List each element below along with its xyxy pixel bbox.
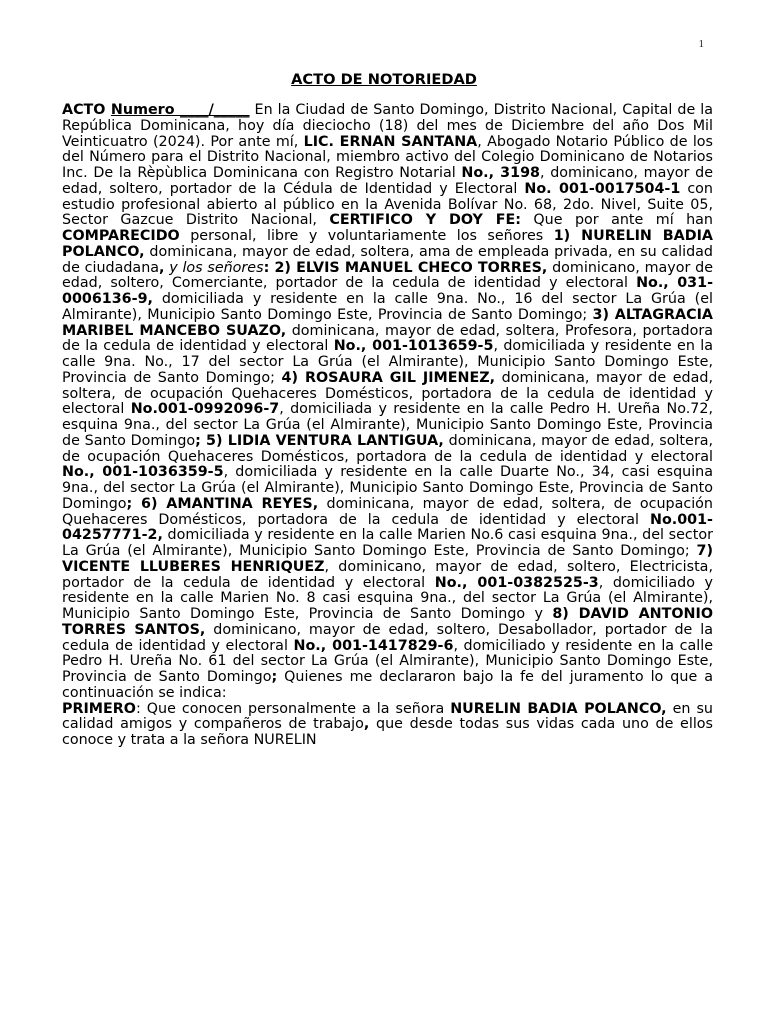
text-run: con estudio profesional abierto al público en la Avenida Bolívar No. 68, 2do. Nivel, Suite 05, Sector Gazcue Distrito Nacional, xyxy=(62,180,713,229)
text-run: Quienes me declararon bajo la fe del juramento lo que a continuación se indica: xyxy=(62,669,714,701)
text-run: , domiciliada y residente en la calle 9na. No., 17 del sector La Grúa (el Almirante), Municipio Santo Domingo Este, Provincia de Santo Domingo; xyxy=(62,338,713,386)
text-run: PRIMERO xyxy=(62,700,136,717)
text-run: Numero ____/_____ xyxy=(110,102,250,118)
text-run: No., 001-0382525-3 xyxy=(434,574,599,591)
text-run: que desde todas sus vidas cada uno de ellos conoce y trata a la señora NURELIN xyxy=(62,716,713,748)
text-run: 7) VICENTE LLUBERES HENRIQUEZ xyxy=(62,543,713,575)
text-run: En la Ciudad de Santo Domingo, Distrito Nacional, Capital de la República Dominicana, hoy día dieciocho (18) del mes de Diciembre del año Dos Mil Veinticuatro (2024). Por ante mí, xyxy=(62,102,713,150)
text-run: , dominicano, mayor de edad, soltero, Electricista, portador de la cedula de identidad y electoral xyxy=(62,558,713,591)
text-run: No.001-0992096-7 xyxy=(130,401,280,418)
text-run: LIC. ERNAN SANTANA xyxy=(303,133,478,150)
text-run: ; xyxy=(271,669,278,685)
text-run: CERTIFICO Y DOY FE: xyxy=(329,212,521,229)
document-title: ACTO DE NOTORIEDAD xyxy=(291,71,477,88)
text-run: ; 6) AMANTINA REYES, xyxy=(126,495,319,512)
text-run: , xyxy=(159,259,165,276)
text-run: No., 001-1013659-5 xyxy=(333,338,494,355)
text-run: , domiciliada y residente en la calle Pedro H. Ureña No.72, esquina 9na., del sector La Grúa (el Almirante), Municipio Santo Domingo Este, Provincia de Santo Domingo xyxy=(62,401,713,449)
text-run: dominicana, mayor de edad, soltera, de ocupación Quehaceres Domésticos, portadora de la cedula de identidad y electoral xyxy=(62,432,713,465)
text-run: dominicana, mayor de edad, soltera, ama de empleada privada, en su calidad de ciudadana xyxy=(62,243,713,276)
text-run: No., 001-1417829-6 xyxy=(293,637,454,654)
text-run: COMPARECIDO xyxy=(62,228,180,244)
document-body xyxy=(62,103,713,749)
text-run: Que por ante mí han xyxy=(520,212,713,229)
text-run: dominicana, mayor de edad, soltera, de ocupación Quehaceres Domésticos, portadora de la cedula de identidad y electoral xyxy=(62,495,713,528)
text-run: No.001-04257771-2, xyxy=(62,511,713,544)
page-number: 1 xyxy=(698,38,704,50)
text-run: y los señores xyxy=(164,259,264,276)
text-run: ; 5) LIDIA VENTURA LANTIGUA, xyxy=(195,432,444,449)
text-run: No., 001-1036359-5 xyxy=(62,464,224,481)
text-run: 8) DAVID ANTONIO TORRES SANTOS, xyxy=(62,606,713,638)
text-run: No., 3198 xyxy=(461,165,540,181)
text-run: en su calidad amigos y compañeros de trabajo xyxy=(62,700,713,733)
text-run: dominicana, mayor de edad, soltera, de ocupación Quehaceres Domésticos, portadora de la cedula de identidad y electoral xyxy=(62,369,713,418)
text-run: domiciliada y residente en la calle Marien No.6 casi esquina 9na., del sector La Grúa (el Almirante), Municipio Santo Domingo Este, Provincia de Santo Domingo; xyxy=(62,527,713,559)
text-run: 4) ROSAURA GIL JIMENEZ, xyxy=(281,369,496,386)
text-run: : 2) ELVIS MANUEL CHECO TORRES, xyxy=(263,259,548,276)
text-run: dominicano, mayor de edad, soltero, Comerciante, portador de la cedula de identidad y electoral xyxy=(62,259,713,292)
text-run: No. 001-0017504-1 xyxy=(524,180,681,197)
paragraph xyxy=(62,702,713,749)
text-run: dominicana, mayor de edad, soltera, Profesora, portadora de la cedula de identidad y electoral xyxy=(62,322,713,355)
text-run: , domiciliada y residente en la calle Duarte No., 34, casi esquina 9na., del sector La Grúa (el Almirante), Municipio Santo Domingo Este, Provincia de Santo Domingo xyxy=(62,464,713,512)
text-run: personal, libre y voluntariamente los señores xyxy=(179,228,554,244)
text-run: No., 031-0006136-9, xyxy=(62,275,714,307)
text-run: ACTO xyxy=(62,102,111,118)
text-run: 1) NURELIN BADIA POLANCO, xyxy=(62,228,713,260)
text-run: NURELIN BADIA POLANCO, xyxy=(450,700,667,717)
paragraph xyxy=(62,103,713,702)
text-run: , domiciliado y residente en la calle Marien No. 8 casi esquina 9na., del sector La Grúa (el Almirante), Municipio Santo Domingo Este, Provincia de Santo Domingo y xyxy=(62,574,713,622)
text-run: : Que conocen personalmente a la señora xyxy=(135,700,451,717)
text-run: , domiciliado y residente en la calle Pedro H. Ureña No. 61 del sector La Grúa (el Almirante), Municipio Santo Domingo Este, Provincia de Santo Domingo xyxy=(62,637,713,685)
text-run: , dominicano, mayor de edad, soltero, portador de la Cédula de Identidad y Electoral xyxy=(62,165,713,197)
text-run: dominicano, mayor de edad, soltero, Desabollador, portador de la cedula de identidad y electoral xyxy=(62,621,713,654)
text-run: , Abogado Notario Público de los del Número para el Distrito Nacional, miembro activo del Colegio Dominicano de Notarios Inc. De la Rèpùblica Dominicana con Registro Notarial xyxy=(62,133,713,181)
text-run: domiciliada y residente en la calle 9na. No., 16 del sector La Grúa (el Almirante), Municipio Santo Domingo Este, Provincia de Santo Domingo; xyxy=(62,291,713,323)
text-run: 3) ALTAGRACIA MARIBEL MANCEBO SUAZO, xyxy=(62,306,713,339)
text-run: , xyxy=(363,716,370,733)
